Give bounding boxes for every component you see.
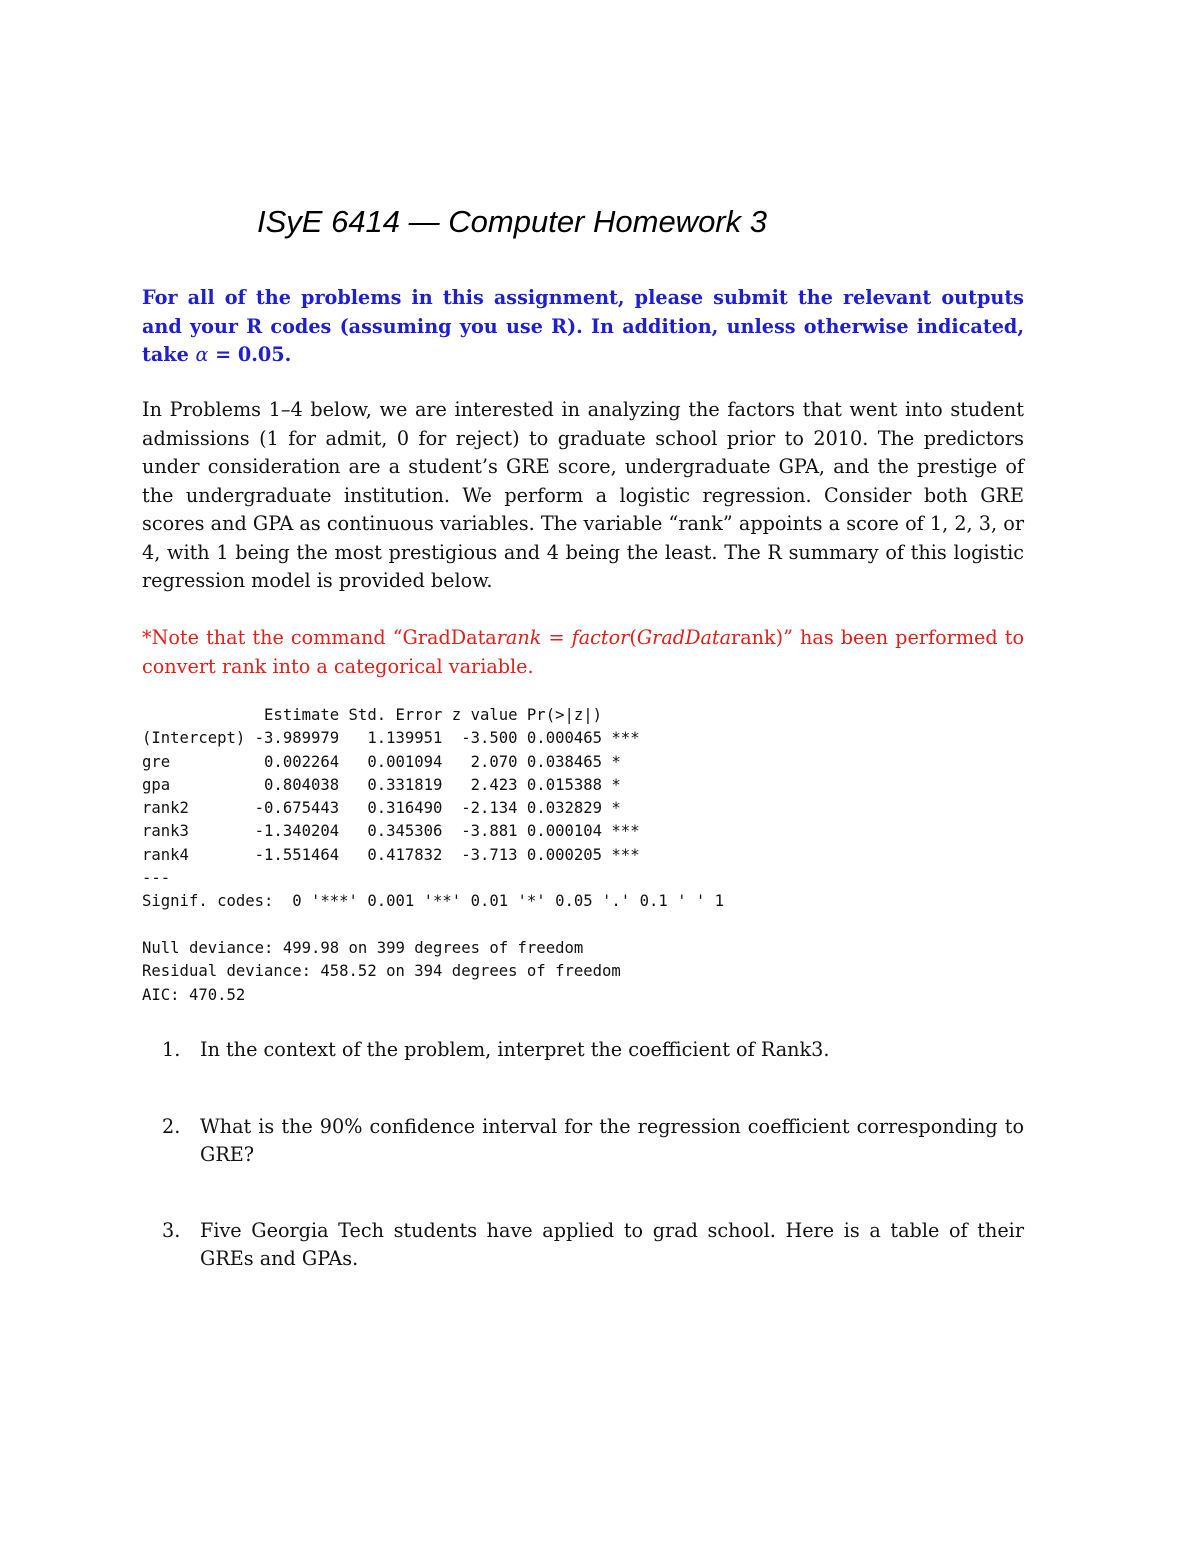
question-item [142,1217,1024,1274]
question-item [142,1036,1024,1065]
coef-table-header: Estimate Std. Error z value Pr(>|z|) [142,706,603,724]
note-paren: ( [629,626,637,649]
question-list [142,1036,1024,1274]
question-number: 1. [162,1038,181,1061]
aic-value: AIC: 470.52 [142,985,246,1004]
instructions-text: For all of the problems in this assignment, please submit the relevant outputs and your R codes (assuming you use R). In addition, unless otherwise indicated, take [142,286,1024,366]
r-summary-output [142,704,724,1007]
note-equals: = [541,626,572,649]
coef-row-intercept: (Intercept) -3.989979 1.139951 -3.500 0.000465 *** [142,729,640,748]
note-math-factor: factor [571,626,630,649]
coef-row-rank4: rank4 -1.551464 0.417832 -3.713 0.000205 *** [142,845,640,864]
question-item [142,1113,1024,1170]
note-text-2: rank)” has been performed to convert rank into a categorical variable. [142,626,1024,678]
note-math-graddata: GradData [636,626,732,649]
factor-note [142,624,1024,681]
page-title: ISyE 6414 — Computer Homework 3 [257,204,767,239]
alpha-symbol: α [195,343,209,366]
coef-row-gre: gre 0.002264 0.001094 2.070 0.038465 * [142,752,621,771]
question-text: Five Georgia Tech students have applied to grad school. Here is a table of their GREs and GPAs. [200,1218,1024,1270]
null-deviance: Null deviance: 499.98 on 399 degrees of freedom [142,938,584,957]
residual-deviance: Residual deviance: 458.52 on 394 degrees of freedom [142,962,621,981]
output-separator: --- [142,869,171,888]
coef-row-rank3: rank3 -1.340204 0.345306 -3.881 0.000104 *** [142,822,640,841]
question-text: What is the 90% confidence interval for the regression coefficient corresponding to GRE? [200,1114,1024,1166]
blank-line [142,914,724,937]
coef-row-rank2: rank2 -0.675443 0.316490 -2.134 0.032829 * [142,799,621,818]
coef-row-gpa: gpa 0.804038 0.331819 2.423 0.015388 * [142,775,621,794]
question-number: 2. [162,1114,181,1138]
instructions-note [142,284,1024,370]
signif-codes: Signif. codes: 0 '***' 0.001 '**' 0.01 '*' 0.05 '.' 0.1 ' ' 1 [142,892,725,911]
question-text: In the context of the problem, interpret the coefficient of Rank3. [200,1038,830,1061]
intro-paragraph: In Problems 1–4 below, we are interested in analyzing the factors that went into student admissions (1 for admit, 0 for reject) to graduate school prior to 2010. The predictors under consideration are a student’s GRE score, undergraduate GPA, and the prestige of the undergraduate institution. We perform a logistic regression. Consider both GRE scores and GPA as continuous variables. The variable “rank” appoints a score of 1, 2, 3, or 4, with 1 being the most prestigious and 4 being the least. The R summary of this logistic regression model is provided below. [142,398,1024,592]
question-number: 3. [162,1218,181,1242]
note-math-rank: rank [496,626,542,649]
note-text-1: *Note that the command “GradData [142,626,497,649]
alpha-value: = 0.05. [208,343,292,366]
